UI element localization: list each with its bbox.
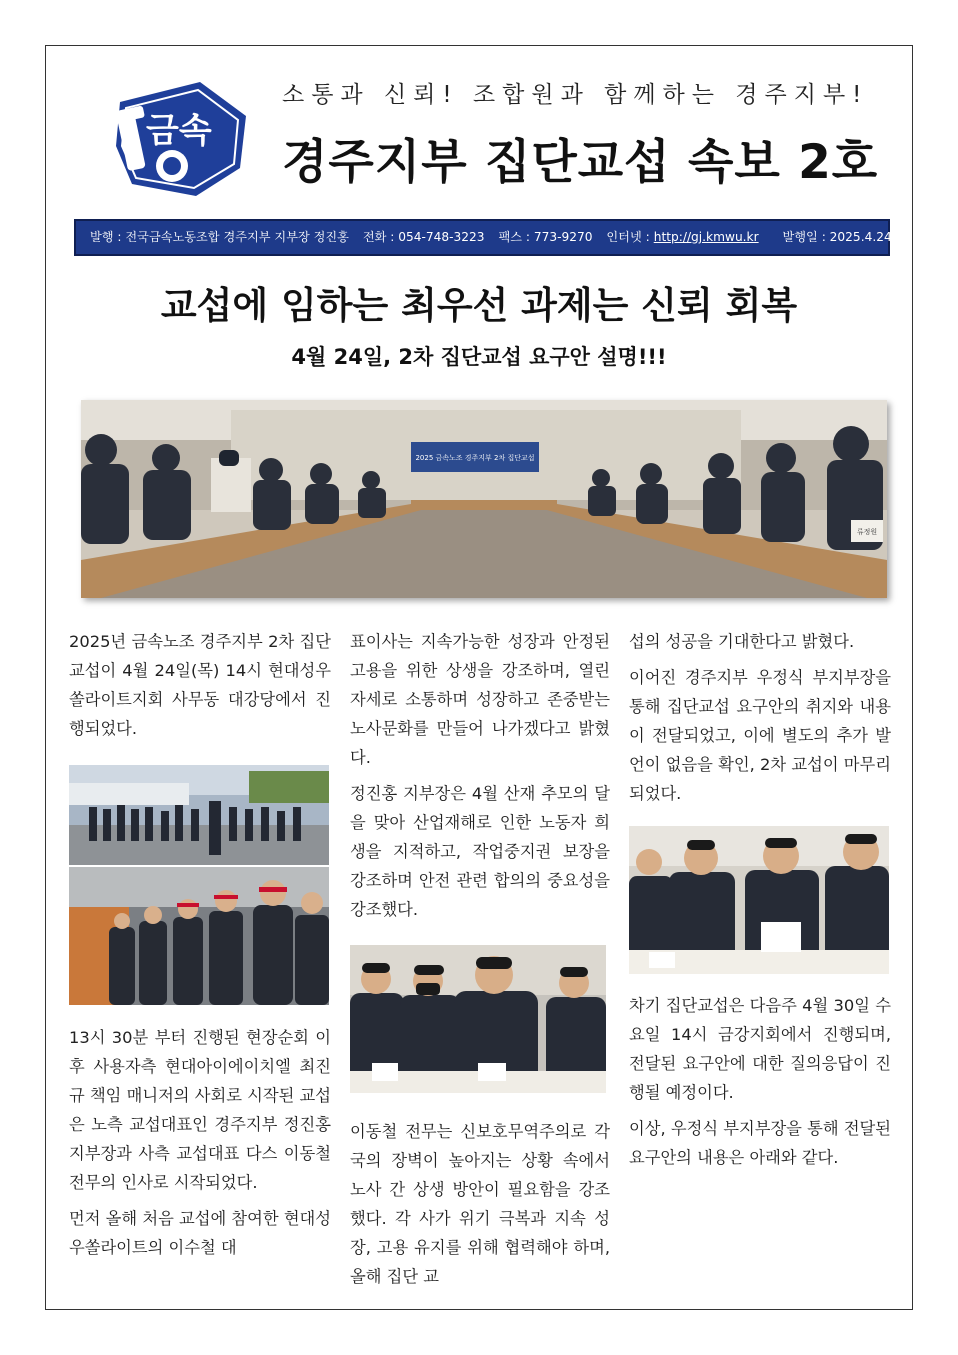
publisher-info-bar [74, 219, 913, 256]
rally-indoor-photo [69, 867, 329, 1005]
column-2-top [350, 627, 610, 931]
union-logo [112, 80, 250, 200]
negotiation-table-photo [629, 826, 889, 974]
rally-outdoor-photo [69, 765, 329, 865]
website-link[interactable]: http://gj.kmwu.kr [653, 230, 759, 244]
slogan: 소통과 신뢰! 조합원과 함께하는 경주지부! [282, 82, 869, 108]
paragraph: 이동철 전무는 신보호무역주의로 각국의 장벽이 높아지는 상황 속에서 노사 간 상생 방안이 필요함을 강조했다. 각 사가 위기 극복과 지속 성장, 고용 유지를 위해 협력해야 하며, 올해 집단 교 [350, 1122, 610, 1286]
phone-text: 전화 : 054-748-3223 [362, 230, 485, 244]
banner-text: 2025 금속노조 경주지부 2차 집단교섭 [415, 454, 535, 462]
paragraph: 이상, 우정식 부지부장을 통해 전달된 요구안의 내용은 아래와 같다. [629, 1119, 891, 1167]
paragraph: 2025년 금속노조 경주지부 2차 집단교섭이 4월 24일(목) 14시 현대성우쏠라이트지회 사무동 대강당에서 진행되었다. [69, 632, 331, 738]
logo-text: 금속 [146, 111, 212, 151]
paragraph: 이어진 경주지부 우정식 부지부장을 통해 집단교섭 요구안의 취지와 내용이 전달되었고, 이에 별도의 추가 발언이 없음을 확인, 2차 교섭이 마무리 되었다. [629, 668, 891, 803]
publish-date: 발행일 : 2025.4.24(목) [782, 230, 913, 244]
nameplate-text: 류정원 [856, 528, 878, 536]
meeting-room-photo [81, 400, 887, 598]
paragraph: 13시 30분 부터 진행된 현장순회 이후 사용자측 현대아이에이치엘 최진규 책임 매니저의 사회로 시작된 교섭은 노측 교섭대표인 경주지부 정진홍 지부장과 사측 교섭대표 다스 이동철 전무의 인사로 시작되었다. [69, 1028, 331, 1192]
newsletter-title: 경주지부 집단교섭 속보 2호 [282, 135, 879, 190]
article-subheadline: 4월 24일, 2차 집단교섭 요구안 설명!!! [291, 345, 667, 369]
paragraph: 먼저 올해 처음 교섭에 참여한 현대성우쏠라이트의 이수철 대 [69, 1209, 331, 1257]
paragraph: 표이사는 지속가능한 성장과 안정된 고용을 위한 상생을 강조하며, 열린 자세로 소통하며 성장하고 존중받는 노사문화를 만들어 나가겠다고 밝혔다. [350, 632, 610, 767]
publisher-text: 발행 : 전국금속노동조합 경주지부 지부장 정진홍 [90, 230, 349, 244]
speaker-photo [350, 945, 606, 1093]
column-2-bottom [350, 1117, 610, 1298]
article-headline: 교섭에 임하는 최우선 과제는 신뢰 회복 [160, 284, 798, 327]
paragraph: 섭의 성공을 기대한다고 밝혔다. [629, 632, 855, 651]
column-3-bottom [629, 991, 891, 1179]
fax-text: 팩스 : 773-9270 [498, 230, 593, 244]
column-1-top [69, 627, 331, 750]
paragraph: 차기 집단교섭은 다음주 4월 30일 수요일 14시 금강지회에서 진행되며, 전달된 요구안에 대한 질의응답이 진행될 예정이다. [629, 996, 891, 1102]
internet-label: 인터넷 : [606, 230, 650, 244]
paragraph: 정진홍 지부장은 4월 산재 추모의 달을 맞아 산업재해로 인한 노동자 희생을 지적하고, 작업중지권 보장을 강조하며 안전 관련 합의의 중요성을 강조했다. [350, 784, 610, 919]
column-1-bottom [69, 1023, 331, 1269]
column-3-top [629, 627, 891, 815]
